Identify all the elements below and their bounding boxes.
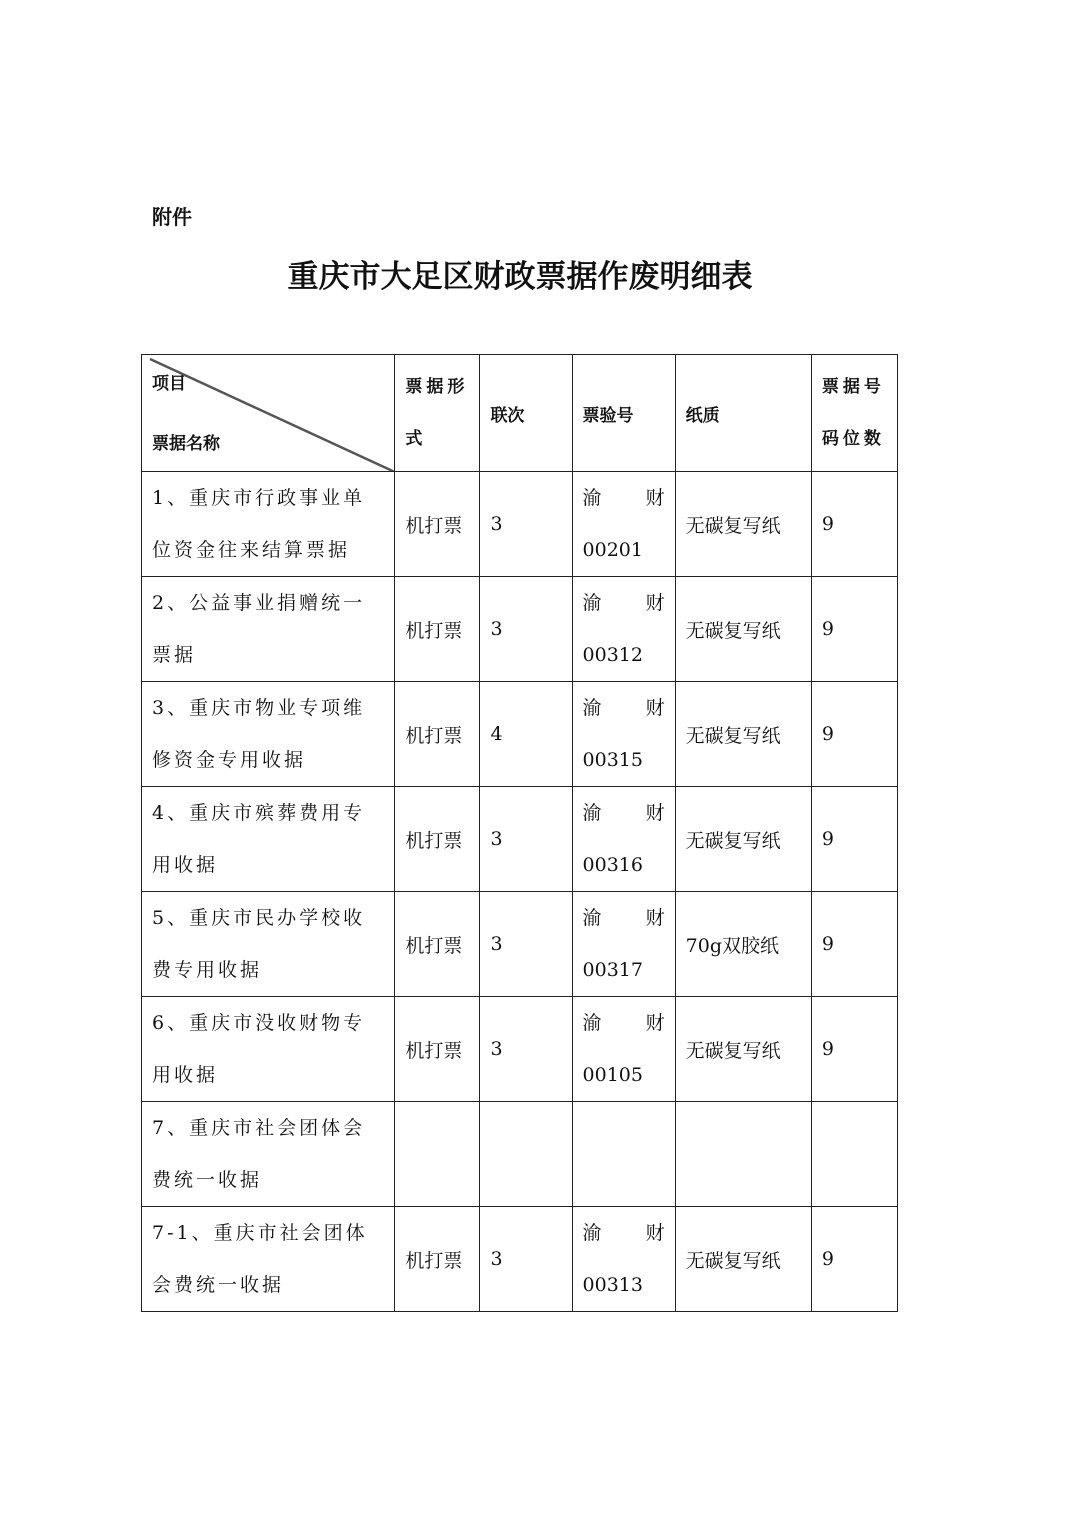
ticket-digits-cell [811,997,897,1102]
ticket-name-cell [142,682,395,787]
ticket-digits: 9 [821,828,834,850]
table-row [142,997,898,1102]
ticket-copies: 3 [490,1038,503,1060]
ticket-form: 机打票 [405,934,463,957]
check-prefix-a: 渝 [582,487,602,509]
ticket-digits: 9 [821,723,834,745]
ticket-name-cell [142,787,395,892]
ticket-copies: 3 [490,828,503,850]
check-prefix-b: 财 [645,1012,665,1034]
check-number: 00105 [582,1064,643,1086]
check-no-cell [572,577,675,682]
ticket-name-cell [142,472,395,577]
ticket-form: 机打票 [405,514,463,537]
ticket-paper: 无碳复写纸 [685,514,781,537]
attachment-label: 附件 [152,205,192,229]
check-prefix-a: 渝 [582,802,602,824]
table-header-row [142,355,898,472]
ticket-name-cell [142,1102,395,1207]
ticket-paper-cell [675,892,811,997]
ticket-name: 2、公益事业捐赠统一票据 [152,592,366,666]
ticket-form-cell [395,682,480,787]
header-paper-label: 纸质 [685,405,720,426]
check-prefix-a: 渝 [582,697,602,719]
table-row [142,787,898,892]
ticket-name: 7、重庆市社会团体会费统一收据 [152,1117,366,1191]
header-paper [675,355,811,472]
ticket-name: 1、重庆市行政事业单位资金往来结算票据 [152,487,366,561]
check-prefix-a: 渝 [582,907,602,929]
ticket-copies: 3 [490,618,503,640]
table-row [142,577,898,682]
check-no-cell [572,472,675,577]
ticket-paper-cell [675,1207,811,1312]
ticket-name: 4、重庆市殡葬费用专用收据 [152,802,366,876]
ticket-name-cell [142,892,395,997]
check-prefix-a: 渝 [582,1012,602,1034]
ticket-copies-cell [480,682,572,787]
ticket-digits-cell [811,892,897,997]
check-prefix-b: 财 [645,697,665,719]
header-corner-cell [142,355,395,472]
check-no-cell [572,1102,675,1207]
ticket-form-cell [395,892,480,997]
check-number: 00317 [582,959,643,981]
ticket-form-cell [395,787,480,892]
ticket-digits-cell [811,787,897,892]
ticket-name: 3、重庆市物业专项维修资金专用收据 [152,697,366,771]
ticket-paper-cell [675,1102,811,1207]
check-prefix-b: 财 [645,1222,665,1244]
check-number: 00312 [582,644,643,666]
ticket-form: 机打票 [405,1249,463,1272]
ticket-paper: 无碳复写纸 [685,724,781,747]
header-item-label: 项目 [152,374,186,394]
check-no-cell [572,1207,675,1312]
check-number: 00201 [582,539,643,561]
check-number: 00315 [582,749,643,771]
ticket-digits: 9 [821,618,834,640]
ticket-digits-cell [811,577,897,682]
ticket-copies-cell [480,577,572,682]
check-number: 00316 [582,854,643,876]
table-row [142,472,898,577]
ticket-copies: 3 [490,513,503,535]
check-prefix-b: 财 [645,592,665,614]
ticket-digits-cell [811,1102,897,1207]
void-ticket-table [141,354,898,1312]
ticket-name-cell [142,1207,395,1312]
ticket-copies-cell [480,787,572,892]
ticket-name: 5、重庆市民办学校收费专用收据 [152,907,366,981]
ticket-copies-cell [480,1207,572,1312]
ticket-copies: 3 [490,1248,503,1270]
header-form [395,355,480,472]
check-no-cell [572,787,675,892]
ticket-digits-cell [811,472,897,577]
ticket-form-cell [395,1207,480,1312]
ticket-paper-cell [675,682,811,787]
check-prefix-b: 财 [645,487,665,509]
header-check-no [572,355,675,472]
check-prefix-b: 财 [645,907,665,929]
check-no-cell [572,892,675,997]
table-row [142,682,898,787]
check-prefix-a: 渝 [582,1222,602,1244]
header-ticket-name-label: 票据名称 [152,434,220,454]
document-title: 重庆市大足区财政票据作废明细表 [287,259,753,295]
check-number: 00313 [582,1274,643,1296]
ticket-digits: 9 [821,933,834,955]
ticket-name: 7-1、重庆市社会团体会费统一收据 [152,1222,368,1296]
check-no-cell [572,997,675,1102]
ticket-paper-cell [675,472,811,577]
ticket-form: 机打票 [405,724,463,747]
ticket-copies-cell [480,997,572,1102]
ticket-form: 机打票 [405,829,463,852]
ticket-copies-cell [480,892,572,997]
check-prefix-a: 渝 [582,592,602,614]
check-no-cell [572,682,675,787]
ticket-form-cell [395,997,480,1102]
ticket-form: 机打票 [405,1039,463,1062]
ticket-copies-cell [480,1102,572,1207]
ticket-name-cell [142,577,395,682]
table-row [142,1207,898,1312]
ticket-form-cell [395,1102,480,1207]
ticket-digits: 9 [821,1038,834,1060]
ticket-digits: 9 [821,1248,834,1270]
check-prefix-b: 财 [645,802,665,824]
ticket-paper: 无碳复写纸 [685,1249,781,1272]
ticket-form: 机打票 [405,619,463,642]
ticket-digits: 9 [821,513,834,535]
header-copies-label: 联次 [490,405,525,426]
table-row [142,892,898,997]
ticket-paper: 无碳复写纸 [685,619,781,642]
ticket-digits-cell [811,1207,897,1312]
ticket-paper: 70g双胶纸 [685,934,780,957]
ticket-form-cell [395,577,480,682]
ticket-name-cell [142,997,395,1102]
header-digits-label: 票据号码位数 [821,377,885,449]
header-copies [480,355,572,472]
ticket-paper: 无碳复写纸 [685,1039,781,1062]
table-row [142,1102,898,1207]
ticket-copies-cell [480,472,572,577]
ticket-paper-cell [675,997,811,1102]
header-form-label: 票据形式 [405,377,469,449]
header-check-no-label: 票验号 [582,405,634,426]
ticket-paper-cell [675,787,811,892]
ticket-form-cell [395,472,480,577]
ticket-digits-cell [811,682,897,787]
ticket-copies: 3 [490,933,503,955]
ticket-paper: 无碳复写纸 [685,829,781,852]
ticket-copies: 4 [490,723,503,745]
ticket-name: 6、重庆市没收财物专用收据 [152,1012,366,1086]
ticket-paper-cell [675,577,811,682]
header-digits [811,355,897,472]
